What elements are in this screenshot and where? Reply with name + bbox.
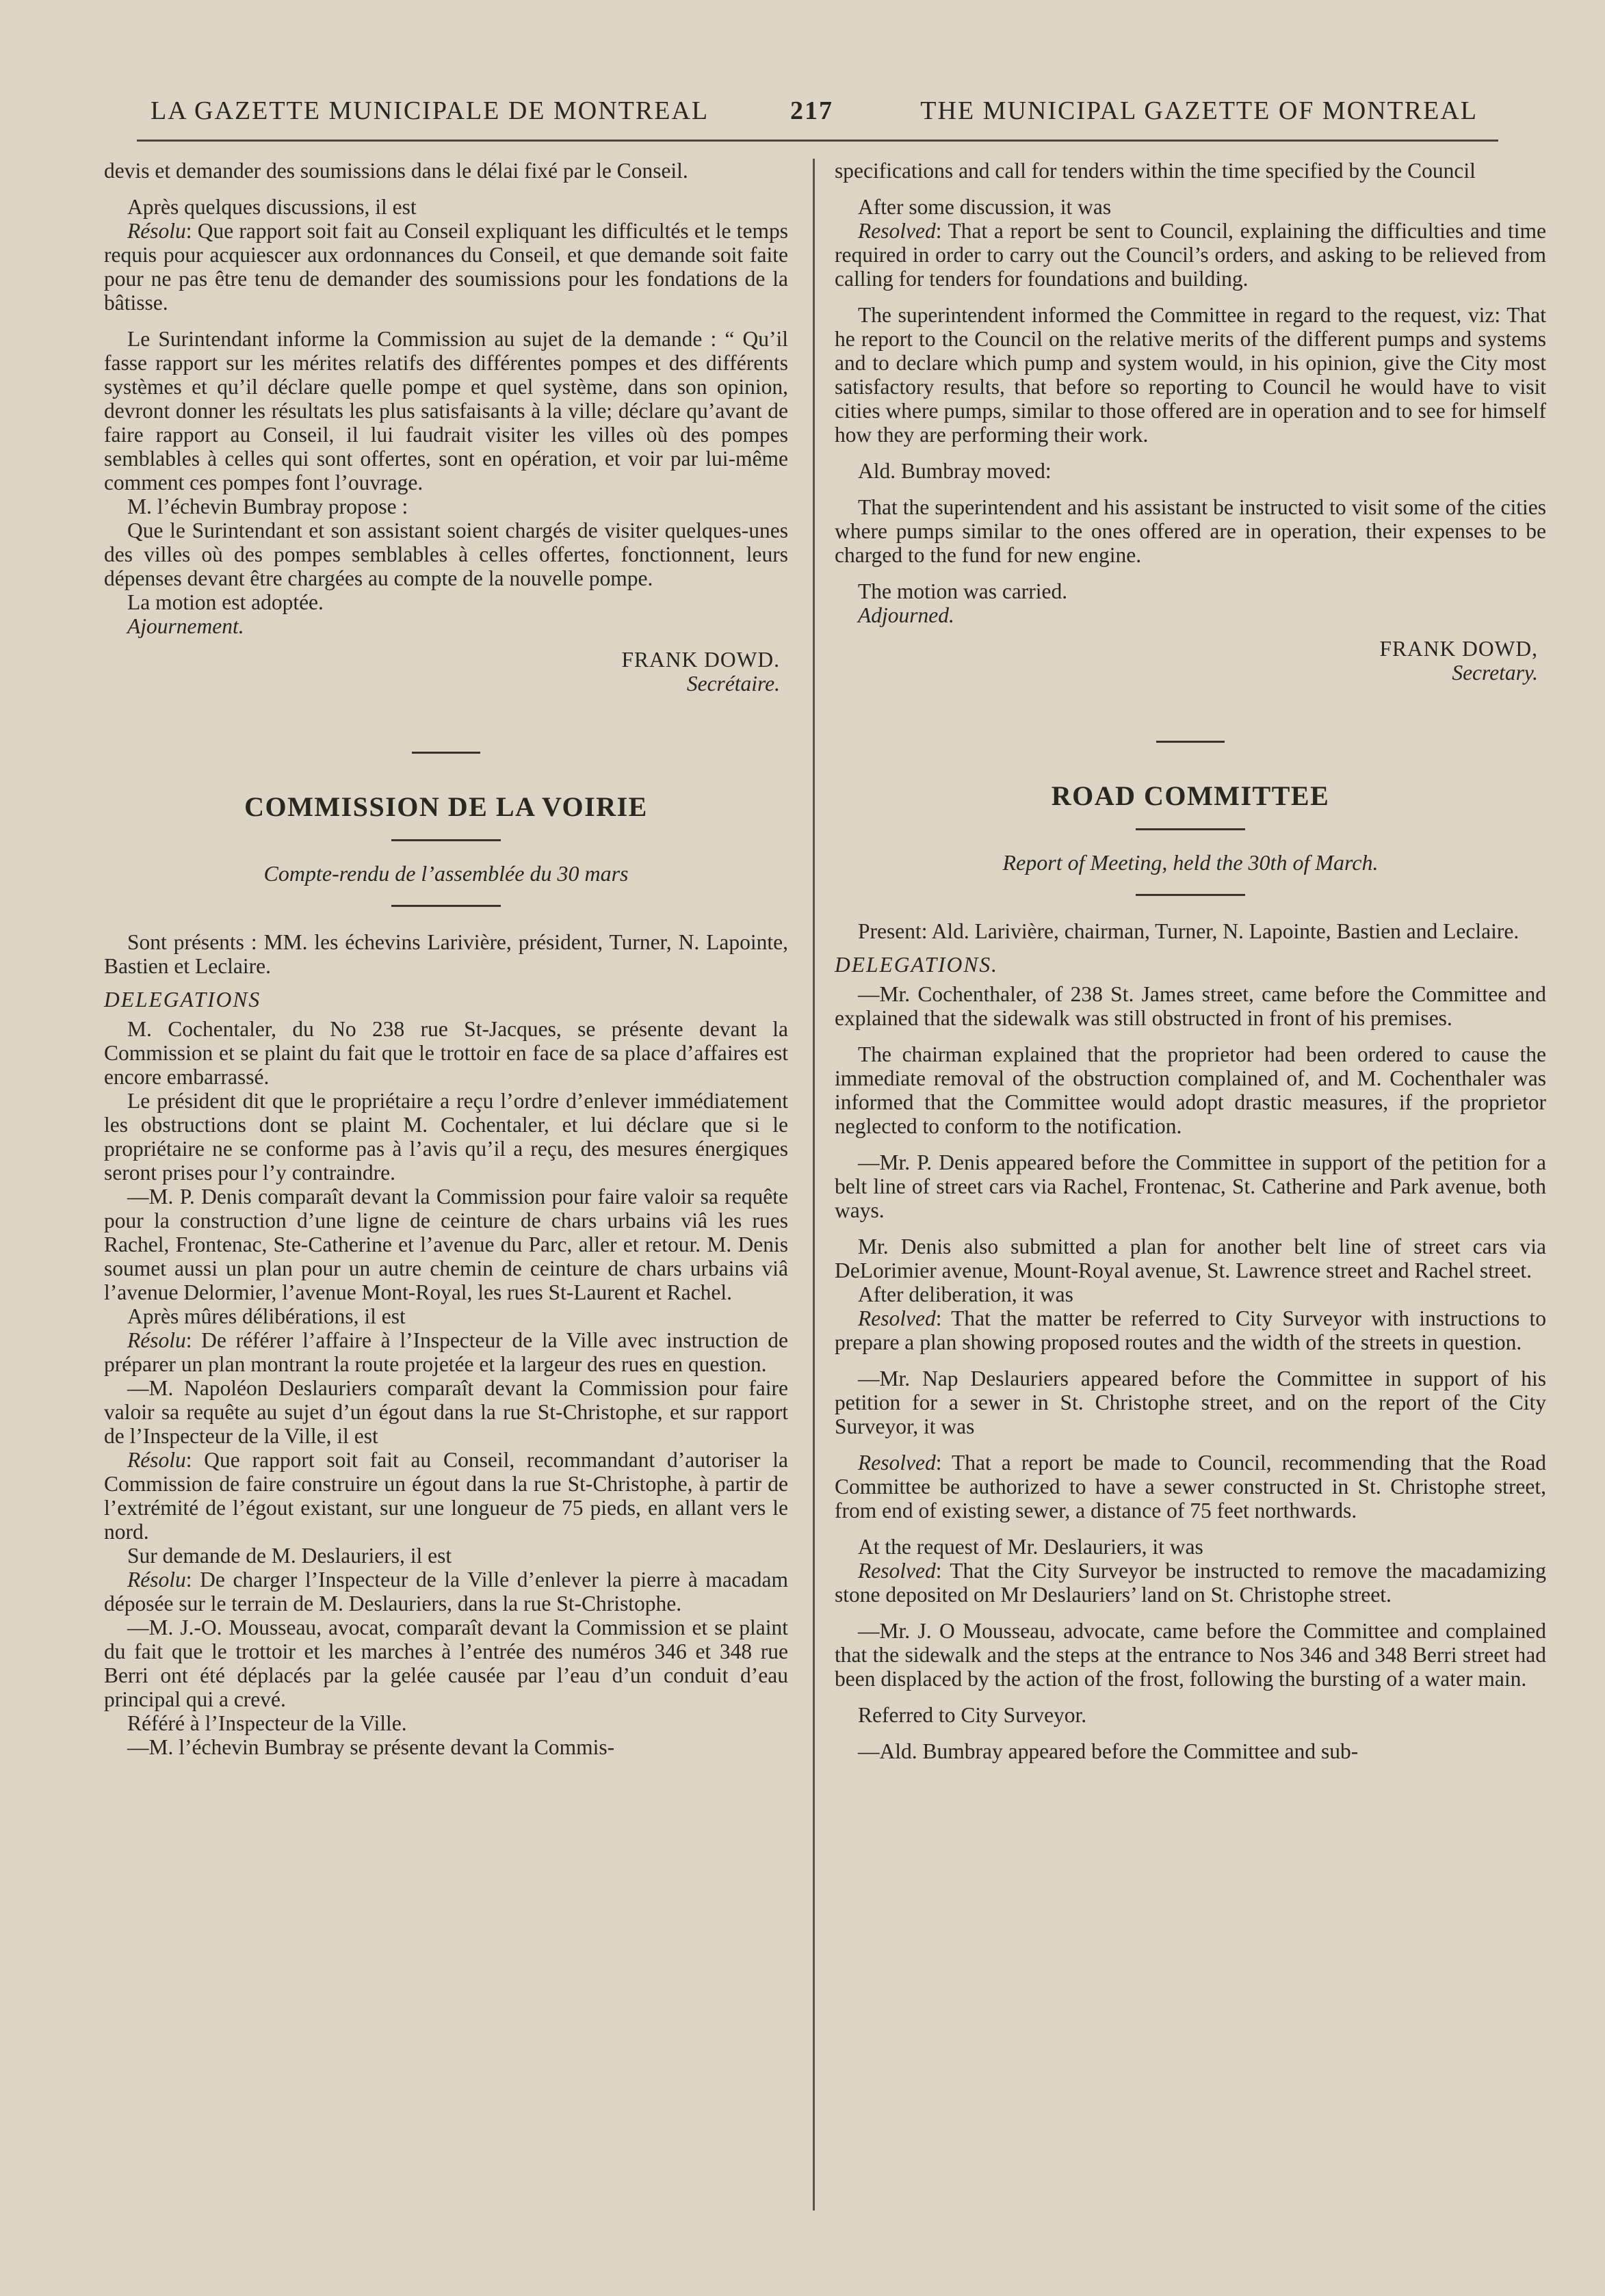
resolution-text: : That the matter be referred to City Surveyor with instructions to prepare a plan showing proposed routes and the width of the streets in question. <box>835 1306 1546 1354</box>
section-title: COMMISSION DE LA VOIRIE <box>244 791 648 822</box>
paragraph: The chairman explained that the proprietor had been ordered to cause the immediate removal of the obstruction complained of, and M. Cochenthaler was informed that the Committee would adopt drastic measures, if the proprietor neglected to conform to the notification. <box>835 1042 1546 1138</box>
resolution-text: : De charger l’Inspecteur de la Ville d’enlever la pierre à macadam déposée sur le terrain de M. Deslauriers, dans la rue St-Christophe. <box>104 1568 788 1615</box>
signature-name: FRANK DOWD, <box>1379 637 1538 661</box>
column-divider <box>813 159 815 2211</box>
resolution <box>104 219 788 315</box>
resolution-text: : That a report be made to Council, recommending that the Road Committee be authorized to have a sewer constructed in St. Christophe street, from end of existing sewer, a distance of 75 feet northwards. <box>835 1451 1546 1522</box>
resolution <box>835 1559 1546 1607</box>
delegations-heading: DELEGATIONS <box>104 988 261 1012</box>
resolution <box>104 1328 788 1376</box>
paragraph: Après quelques discussions, il est <box>127 195 417 219</box>
paragraph: —Mr. Cochenthaler, of 238 St. James street, came before the Committee and explained that the sidewalk was still obstructed in front of his premises. <box>835 982 1546 1030</box>
paragraph: specifications and call for tenders within the time specified by the Council <box>835 159 1476 183</box>
french-column <box>104 159 788 1759</box>
paragraph: —M. P. Denis comparaît devant la Commission pour faire valoir sa requête pour la construction d’une ligne de ceinture de chars urbains viâ les rues Rachel, Frontenac, Ste-Catherine et l’avenue du Parc, aller et retour. M. Denis soumet aussi un plan pour un autre chemin de ceinture de chars urbains viâ l’avenue Delormier, l’avenue Mont-Royal, les rues St-Laurent et Rachel. <box>104 1185 788 1304</box>
paragraph: At the request of Mr. Deslauriers, it was <box>858 1535 1203 1559</box>
resolution-text: : That the City Surveyor be instructed to remove the macadamizing stone deposited on Mr Deslauriers’ land on St. Christophe street. <box>835 1559 1546 1607</box>
resolution-label: Resolved <box>858 219 936 243</box>
paragraph: The motion was carried. <box>858 579 1068 603</box>
paragraph: —Mr. J. O Mousseau, advocate, came before the Committee and complained that the sidewalk and the steps at the entrance to Nos 346 and 348 Berri street had been displaced by the action of the frost, following the bursting of a water main. <box>835 1619 1546 1691</box>
running-head <box>151 96 1478 134</box>
resolution <box>835 1306 1546 1354</box>
delegations-heading: DELEGATIONS. <box>835 953 998 977</box>
paragraph: Referred to City Surveyor. <box>858 1703 1087 1727</box>
adjournment: Ajournement. <box>127 614 244 638</box>
resolution-label: Résolu <box>127 1448 186 1472</box>
resolution-label: Resolved <box>858 1559 936 1583</box>
subtitle-rule <box>391 905 501 907</box>
resolution-label: Résolu <box>127 219 186 243</box>
resolution-label: Résolu <box>127 1568 186 1592</box>
title-rule <box>391 839 501 841</box>
resolution-label: Resolved <box>858 1306 936 1330</box>
section-rule <box>1156 741 1225 743</box>
header-rule <box>137 140 1498 142</box>
paragraph: —Mr. P. Denis appeared before the Committee in support of the petition for a belt line of street cars via Rachel, Frontenac, St. Catherine and Park avenue, both ways. <box>835 1150 1546 1222</box>
resolution-text: : De référer l’affaire à l’Inspecteur de la Ville avec instruction de préparer un plan montrant la route projetée et la largeur des rues en question. <box>104 1328 788 1376</box>
resolution-label: Resolved <box>858 1451 936 1475</box>
section-rule <box>412 752 480 754</box>
paragraph: Le Surintendant informe la Commission au sujet de la demande : “ Qu’il fasse rapport sur les mérites relatifs des différentes pompes et des différents systèmes et qu’il déclare quelle pompe et quel système, dans son opinion, devront donner les résultats les plus satisfaisants à la ville; déclare qu’avant de faire rapport au Conseil, il lui faudrait visiter les villes où des pompes semblables à celles qui sont offertes, sont en opération, et voir par lui-même comment ces pompes font l’ouvrage. <box>104 327 788 494</box>
resolution-label: Résolu <box>127 1328 186 1352</box>
adjournment: Adjourned. <box>858 603 954 627</box>
paragraph: The superintendent informed the Committee in regard to the request, viz: That he report to the Council on the relative merits of the different pumps and systems and to declare which pump and system would, in his opinion, give the City most satisfactory results, that before so reporting to Council he would have to visit cities where pumps, similar to those offered are in operation and to see for himself how they are performing their work. <box>835 303 1546 447</box>
paragraph: —M. l’échevin Bumbray se présente devant la Commis- <box>127 1735 615 1759</box>
resolution <box>835 1451 1546 1522</box>
paragraph: —Mr. Nap Deslauriers appeared before the Committee in support of his petition for a sewer in St. Christophe street, and on the report of the City Surveyor, it was <box>835 1367 1546 1438</box>
paragraph: Sont présents : MM. les échevins Larivière, président, Turner, N. Lapointe, Bastien et Leclaire. <box>104 930 788 978</box>
english-column <box>835 159 1546 1763</box>
paragraph: Sur demande de M. Deslauriers, il est <box>127 1544 452 1568</box>
resolution-text: : That a report be sent to Council, explaining the difficulties and time required in order to carry out the Council’s orders, and asking to be relieved from calling for tenders for foundations and building. <box>835 219 1546 291</box>
section-title: ROAD COMMITTEE <box>1051 780 1330 811</box>
resolution-text: : Que rapport soit fait au Conseil expliquant les difficultés et le temps requis pour acquiescer aux ordonnances du Conseil, et que demande soit faite pour ne pas être tenu de demander des soumissions pour les fondations de la bâtisse. <box>104 219 788 315</box>
paragraph: After deliberation, it was <box>858 1282 1073 1306</box>
paragraph: Que le Surintendant et son assistant soient chargés de visiter quelques-unes des villes où des pompes semblables à celles offertes, fonctionnent, leurs dépenses devant être chargées au compte de la nouvelle pompe. <box>104 518 788 590</box>
paragraph: M. Cochentaler, du No 238 rue St-Jacques, se présente devant la Commission et se plaint du fait que le trottoir en face de sa place d’affaires est encore embarrassé. <box>104 1017 788 1089</box>
header-english-title: THE MUNICIPAL GAZETTE OF MONTREAL <box>920 96 1478 125</box>
resolution-text: : Que rapport soit fait au Conseil, recommandant d’autoriser la Commission de faire construire un égout dans la rue St-Christophe, à partir de l’extrémité de l’égout existant, sur une longueur de 75 pieds, en allant vers le nord. <box>104 1448 788 1544</box>
paragraph: Present: Ald. Larivière, chairman, Turner, N. Lapointe, Bastien and Leclaire. <box>858 919 1519 943</box>
paragraph: M. l’échevin Bumbray propose : <box>127 494 408 518</box>
subtitle-rule <box>1136 894 1245 896</box>
header-french-title: LA GAZETTE MUNICIPALE DE MONTREAL <box>151 96 709 125</box>
paragraph: After some discussion, it was <box>858 195 1112 219</box>
section-subtitle: Compte-rendu de l’assemblée du 30 mars <box>263 861 629 886</box>
paragraph: devis et demander des soumissions dans le délai fixé par le Conseil. <box>104 159 688 183</box>
paragraph: Mr. Denis also submitted a plan for another belt line of street cars via DeLorimier avenue, Mount-Royal avenue, St. Lawrence street and Rachel street. <box>835 1235 1546 1282</box>
paragraph: —Ald. Bumbray appeared before the Committee and sub- <box>858 1739 1359 1763</box>
resolution <box>104 1568 788 1615</box>
paragraph: Ald. Bumbray moved: <box>858 459 1052 483</box>
section-subtitle: Report of Meeting, held the 30th of March. <box>1002 850 1379 875</box>
paragraph: Le président dit que le propriétaire a reçu l’ordre d’enlever immédiatement les obstructions dont se plaint M. Cochentaler, et lui déclare que si le propriétaire ne se conforme pas à l’avis qu’il a reçu, des mesures énergiques seront prises pour l’y contraindre. <box>104 1089 788 1185</box>
title-rule <box>1136 828 1245 830</box>
paragraph: Après mûres délibérations, il est <box>127 1304 406 1328</box>
paragraph: Référé à l’Inspecteur de la Ville. <box>127 1711 407 1735</box>
signature-name: FRANK DOWD. <box>621 648 780 672</box>
resolution <box>104 1448 788 1544</box>
resolution <box>835 219 1546 291</box>
paragraph: That the superintendent and his assistant be instructed to visit some of the cities where pumps similar to the ones offered are in operation, their expenses to be charged to the fund for new engine. <box>835 495 1546 567</box>
paragraph: La motion est adoptée. <box>127 590 324 614</box>
signature-title: Secrétaire. <box>686 672 780 696</box>
paragraph: —M. J.-O. Mousseau, avocat, comparaît devant la Commission et se plaint du fait que le trottoir et les marches à l’entrée des numéros 346 et 348 rue Berri ont été déplacés par la gelée causée par l’eau d’un conduit d’eau principal qui a crevé. <box>104 1615 788 1711</box>
paragraph: —M. Napoléon Deslauriers comparaît devant la Commission pour faire valoir sa requête au sujet d’un égout dans la rue St-Christophe, et sur rapport de l’Inspecteur de la Ville, il est <box>104 1376 788 1448</box>
page-number: 217 <box>790 96 833 125</box>
signature-title: Secretary. <box>1452 661 1538 685</box>
